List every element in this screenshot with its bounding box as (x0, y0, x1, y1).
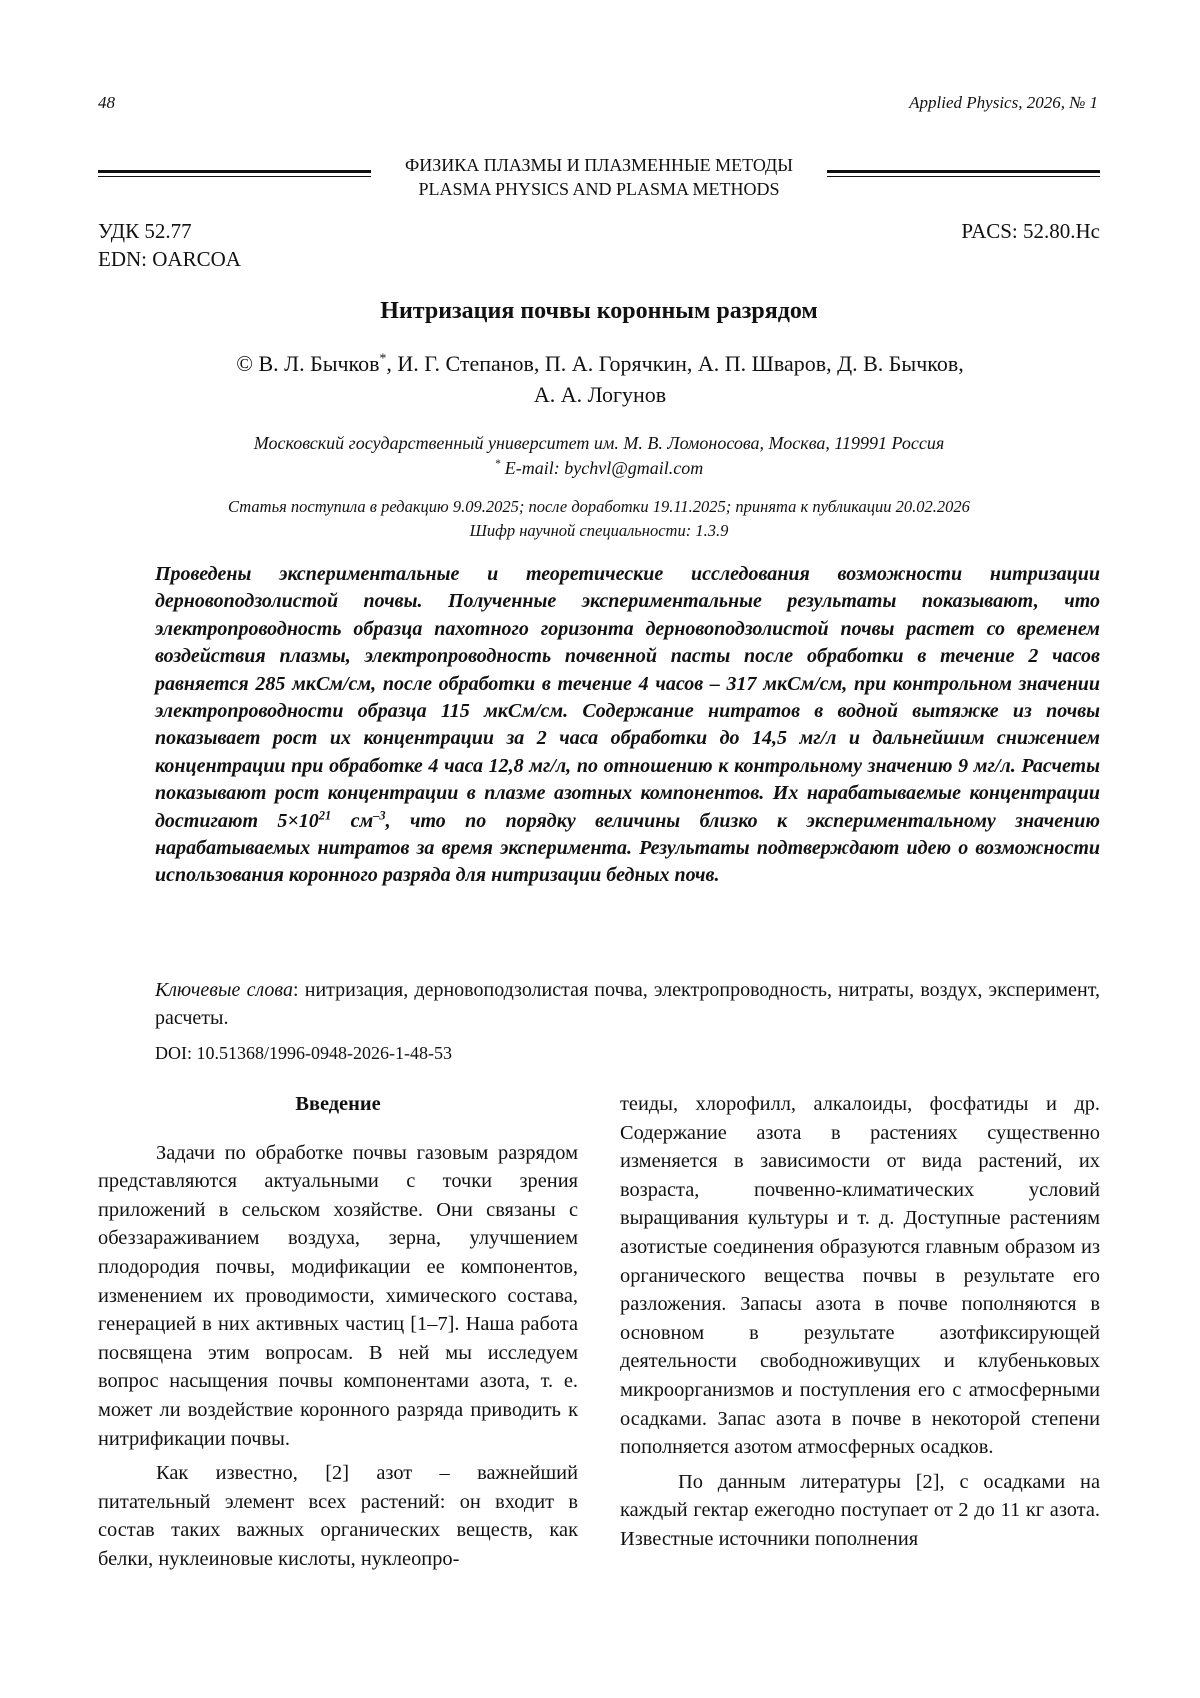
email-mark: * (494, 458, 501, 470)
authors-line-2: А. А. Логунов (533, 382, 667, 407)
page-number: 48 (98, 93, 115, 112)
author-list (120, 348, 1080, 410)
body-paragraph: По данным литературы [2], с осадками на каждый гектар ежегодно поступает от 2 до 11 кг азота. Известные источники пополнения (620, 1470, 1100, 1550)
abstract-exponent-2: –3 (373, 808, 386, 822)
journal-running-head: Applied Physics, 2026, № 1 (909, 93, 1098, 112)
affiliation-block (98, 431, 1100, 481)
body-column-left (98, 1090, 578, 1580)
rubric-titles (371, 153, 827, 201)
abstract (155, 561, 1100, 890)
udk-code: УДК 52.77 (98, 219, 192, 243)
abstract-unit: см (331, 809, 374, 832)
edn-code: EDN: OARCOA (98, 247, 241, 271)
keywords-label: Ключевые слова (155, 979, 293, 1001)
corresponding-mark: * (379, 350, 387, 366)
rubric-rule-left (98, 170, 371, 177)
pacs-code: PACS: 52.80.Hc (961, 219, 1100, 243)
classification-codes (98, 217, 241, 273)
authors-first: © В. Л. Бычков (236, 351, 380, 376)
abstract-text-1: Проведены экспериментальные и теоретические исследования возможности нитризации дерновоподзолистой почвы. Полученные экспериментальные результаты показывают, что электропроводность образца пахотного горизонта дерновоподзолистой почвы растет со временем воздействия плазмы, электропроводность почвенной пасты после обработки в течение 2 часов равняется 285 мкСм/см, после обработки в течение 4 часов – 317 мкСм/см, при контрольном значении электропроводности образца 115 мкСм/см. Содержание нитратов в водной вытяжке из почвы показывает рост их концентрации за 2 часа обработки до 14,5 мг/л и дальнейшим снижением концентрации при обработке 4 часа 12,8 мг/л, по отношению к контрольному значению 9 мг/л. Расчеты показывают рост концентрации в плазме азотных компонентов. Их нарабатываемые концентрации достигают 5×10 (155, 563, 1100, 832)
rubric-ru: ФИЗИКА ПЛАЗМЫ И ПЛАЗМЕННЫЕ МЕТОДЫ (404, 155, 794, 175)
article-title: Нитризация почвы коронным разрядом (380, 298, 818, 324)
dates-line: Статья поступила в редакцию 9.09.2025; после доработки 19.11.2025; принята к публикации 20.02.2026 (228, 497, 970, 516)
keywords (155, 976, 1100, 1032)
affiliation: Московский государственный университет им. М. В. Ломоносова, Москва, 119991 Россия (253, 433, 945, 453)
publication-history (98, 495, 1100, 543)
body-paragraph: Задачи по обработке почвы газовым разрядом представляются актуальными с точки зрения приложений в сельском хозяйстве. Они связаны с обеззараживанием воздуха, зерна, улучшением плодородия почвы, модификации ее компонентов, изменением их проводимости, химического состава, генерацией в них активных частиц [1–7]. Наша работа посвящена этим вопросам. В ней мы исследуем вопрос насыщения почвы компонентами азота, т. е. может ли воздействие коронного разряда приводить к нитрификации почвы. (98, 1141, 578, 1450)
specialty-code: Шифр научной специальности: 1.3.9 (469, 521, 729, 540)
section-rubric (98, 153, 1100, 203)
intro-heading: Введение (295, 1093, 381, 1115)
author-email[interactable]: E-mail: bychvl@gmail.com (500, 458, 704, 478)
abstract-exponent-1: 21 (318, 808, 332, 822)
rubric-en: PLASMA PHYSICS AND PLASMA METHODS (418, 179, 780, 199)
body-paragraph: Как известно, [2] азот – важнейший питательный элемент всех растений: он входит в состав таких важных органических веществ, как белки, нуклеиновые кислоты, нуклеопро- (98, 1462, 578, 1570)
doi[interactable]: DOI: 10.51368/1996-0948-2026-1-48-53 (155, 1043, 452, 1063)
abstract-text-2: , что по порядку величины близко к экспериментальному значению нарабатываемых нитратов за время эксперимента. Результаты подтверждают идею о возможности использования коронного разряда для нитризации бедных почв. (155, 809, 1100, 887)
rubric-rule-right (827, 170, 1100, 177)
body-paragraph: теиды, хлорофилл, алкалоиды, фосфатиды и др. Содержание азота в растениях существенно изменяется в зависимости от вида растений, их возраста, почвенно-климатических условий выращивания культуры и т. д. Доступные растениям азотистые соединения образуются главным образом из органического вещества почвы в результате его разложения. Запасы азота в почве пополняются в основном в результате азотфиксирующей деятельности свободноживущих и клубеньковых микроорганизмов и поступления его с атмосферными осадками. Запас азота в почве в некоторой степени пополняется азотом атмосферных осадков. (620, 1093, 1100, 1459)
body-column-right (620, 1090, 1100, 1560)
keywords-text: : нитризация, дерновоподзолистая почва, электропроводность, нитраты, воздух, эксперимент, расчеты. (155, 979, 1100, 1029)
authors-rest: , И. Г. Степанов, П. А. Горячкин, А. П. Шваров, Д. В. Бычков, (386, 351, 964, 376)
